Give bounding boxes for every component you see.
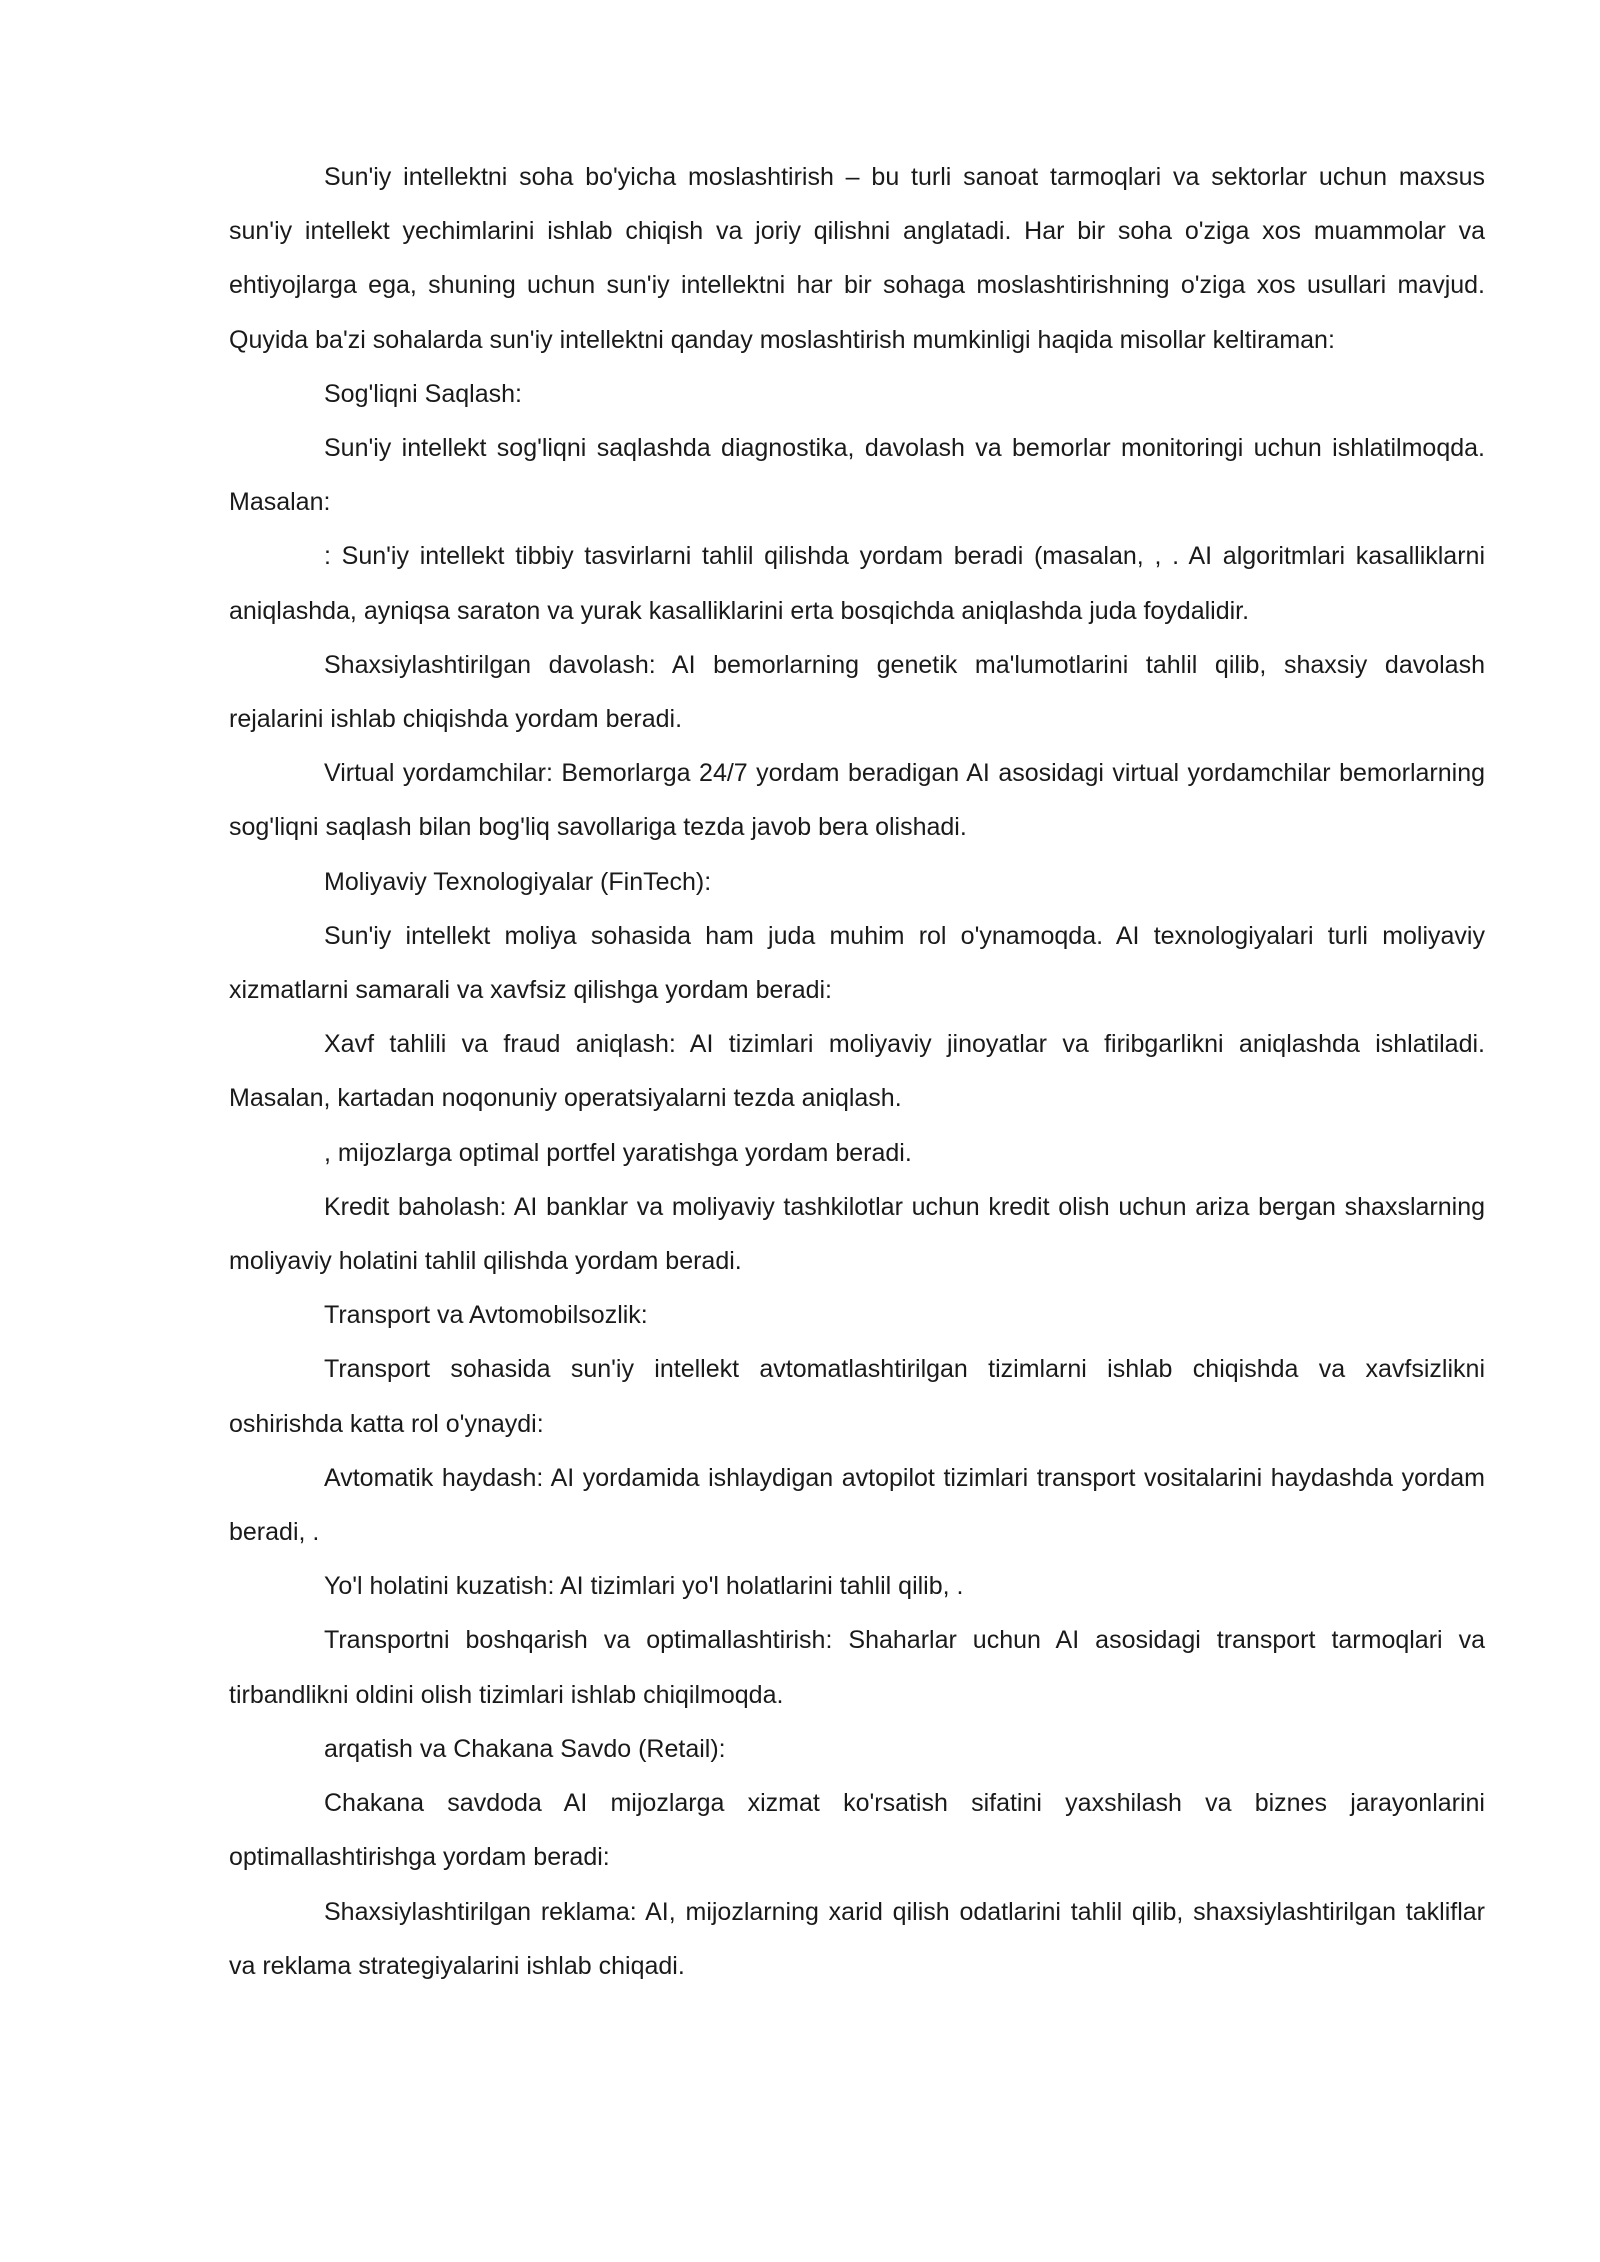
retail-intro-paragraph: Chakana savdoda AI mijozlarga xizmat ko'rsatish sifatini yaxshilash va biznes jarayonlarini optimallashtirishga yordam beradi:	[229, 1789, 1485, 1872]
fraud-detection-paragraph: Xavf tahlili va fraud aniqlash: AI tizimlari moliyaviy jinoyatlar va firibgarlikni aniqlashda ishlatiladi. Masalan, kartadan noqonuniy operatsiyalarni tezda aniqlash.	[229, 1030, 1485, 1113]
credit-scoring-paragraph: Kredit baholash: AI banklar va moliyaviy tashkilotlar uchun kredit olish uchun ariza bergan shaxslarning moliyaviy holatini tahlil qilishda yordam beradi.	[229, 1192, 1485, 1276]
personalized-advertising-paragraph: Shaxsiylashtirilgan reklama: AI, mijozlarning xarid qilish odatlarini tahlil qilib, shaxsiylashtirilgan takliflar va reklama strategiyalarini ishlab chiqadi.	[229, 1897, 1485, 1980]
fintech-intro-paragraph: Sun'iy intellekt moliya sohasida ham juda muhim rol o'ynamoqda. AI texnologiyalari turli moliyaviy xizmatlarni samarali va xavfsiz qilishga yordam beradi:	[229, 921, 1485, 1005]
section-heading-healthcare: Sog'liqni Saqlash:	[324, 379, 522, 408]
section-heading-fintech: Moliyaviy Texnologiyalar (FinTech):	[324, 867, 712, 896]
transport-intro-paragraph: Transport sohasida sun'iy intellekt avtomatlashtirilgan tizimlarni ishlab chiqishda va xavfsizlikni oshirishda katta rol o'ynaydi:	[229, 1355, 1485, 1438]
traffic-optimization-paragraph: Transportni boshqarish va optimallashtirish: Shaharlar uchun AI asosidagi transport tarmoqlari va tirbandlikni oldini olish tizimlari ishlab chiqilmoqda.	[229, 1626, 1485, 1709]
healthcare-intro-paragraph: Sun'iy intellekt sog'liqni saqlashda diagnostika, davolash va bemorlar monitoringi uchun ishlatilmoqda. Masalan:	[229, 434, 1485, 517]
personalized-treatment-paragraph: Shaxsiylashtirilgan davolash: AI bemorlarning genetik ma'lumotlarini tahlil qilib, shaxsiy davolash rejalarini ishlab chiqishda yordam beradi.	[229, 650, 1485, 734]
section-heading-transport: Transport va Avtomobilsozlik:	[324, 1301, 648, 1330]
medical-imaging-paragraph: : Sun'iy intellekt tibbiy tasvirlarni tahlil qilishda yordam beradi (masalan, , . AI algoritmlari kasalliklarni aniqlashda, ayniqsa saraton va yurak kasalliklarini erta bosqichda aniqlashda juda foydalidir.	[229, 542, 1485, 625]
portfolio-paragraph: , mijozlarga optimal portfel yaratishga yordam beradi.	[324, 1138, 912, 1167]
virtual-assistants-paragraph: Virtual yordamchilar: Bemorlarga 24/7 yordam beradigan AI asosidagi virtual yordamchilar bemorlarning sog'liqni saqlash bilan bog'liq savollariga tezda javob bera olishadi.	[229, 759, 1485, 842]
autonomous-driving-paragraph: Avtomatik haydash: AI yordamida ishlaydigan avtopilot tizimlari transport vositalarini haydashda yordam beradi, .	[229, 1463, 1485, 1547]
intro-paragraph: Sun'iy intellektni soha bo'yicha moslashtirish – bu turli sanoat tarmoqlari va sektorlar uchun maxsus sun'iy intellekt yechimlarini ishlab chiqish va joriy qilishni anglatadi. Har bir soha o'ziga xos muammolar va ehtiyojlarga ega, shuning uchun sun'iy intellektni har bir sohaga moslashtirishning o'ziga xos usullari mavjud. Quyida ba'zi sohalarda sun'iy intellektni qanday moslashtirish mumkinligi haqida misollar keltiraman:	[229, 163, 1485, 354]
section-heading-retail: arqatish va Chakana Savdo (Retail):	[324, 1734, 726, 1763]
road-monitoring-paragraph: Yo'l holatini kuzatish: AI tizimlari yo'l holatlarini tahlil qilib, .	[324, 1572, 964, 1601]
document-body	[229, 150, 1485, 1993]
